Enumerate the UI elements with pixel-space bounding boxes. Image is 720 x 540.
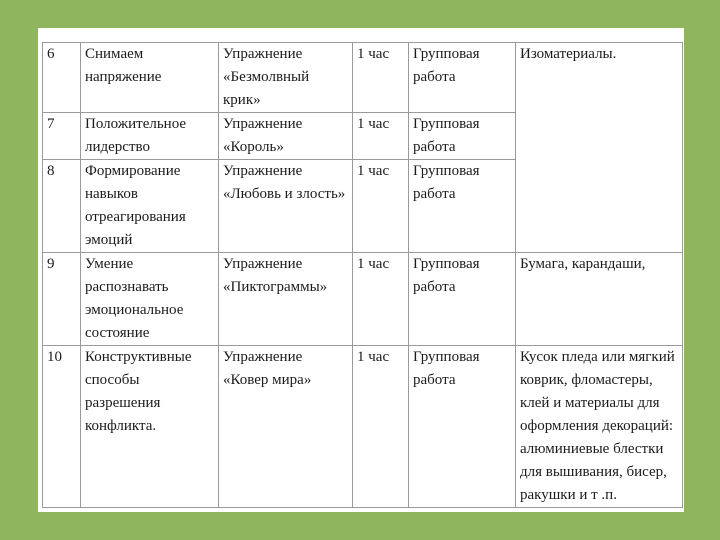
row-number: 10 (43, 346, 81, 508)
topic-cell: Конструктивные способы разрешения конфликта. (81, 346, 219, 508)
topic-cell: Умение распознавать эмоциональное состояние (81, 253, 219, 346)
materials-cell: Изоматериалы. (516, 43, 683, 253)
slide (38, 28, 684, 512)
exercise-cell: Упражнение «Безмолвный крик» (219, 43, 353, 113)
table-row (43, 43, 683, 113)
time-cell: 1 час (353, 253, 409, 346)
materials-cell: Кусок пледа или мягкий коврик, фломастеры, клей и материалы для оформления декораций: алюминиевые блестки для вышивания, бисер, ракушки и т .п. (516, 346, 683, 508)
time-cell: 1 час (353, 43, 409, 113)
topic-cell: Снимаем напряжение (81, 43, 219, 113)
row-number: 9 (43, 253, 81, 346)
row-number: 7 (43, 113, 81, 160)
exercise-cell: Упражнение «Пиктограммы» (219, 253, 353, 346)
time-cell: 1 час (353, 346, 409, 508)
row-number: 8 (43, 160, 81, 253)
table-row (43, 346, 683, 508)
lesson-plan-table (42, 42, 683, 508)
exercise-cell: Упражнение «Король» (219, 113, 353, 160)
row-number: 6 (43, 43, 81, 113)
form-cell: Групповая работа (409, 160, 516, 253)
topic-cell: Положительное лидерство (81, 113, 219, 160)
topic-cell: Формирование навыков отреагирования эмоций (81, 160, 219, 253)
form-cell: Групповая работа (409, 43, 516, 113)
time-cell: 1 час (353, 160, 409, 253)
form-cell: Групповая работа (409, 253, 516, 346)
exercise-cell: Упражнение «Ковер мира» (219, 346, 353, 508)
materials-cell: Бумага, карандаши, (516, 253, 683, 346)
time-cell: 1 час (353, 113, 409, 160)
table-row (43, 253, 683, 346)
exercise-cell: Упражнение «Любовь и злость» (219, 160, 353, 253)
form-cell: Групповая работа (409, 113, 516, 160)
form-cell: Групповая работа (409, 346, 516, 508)
